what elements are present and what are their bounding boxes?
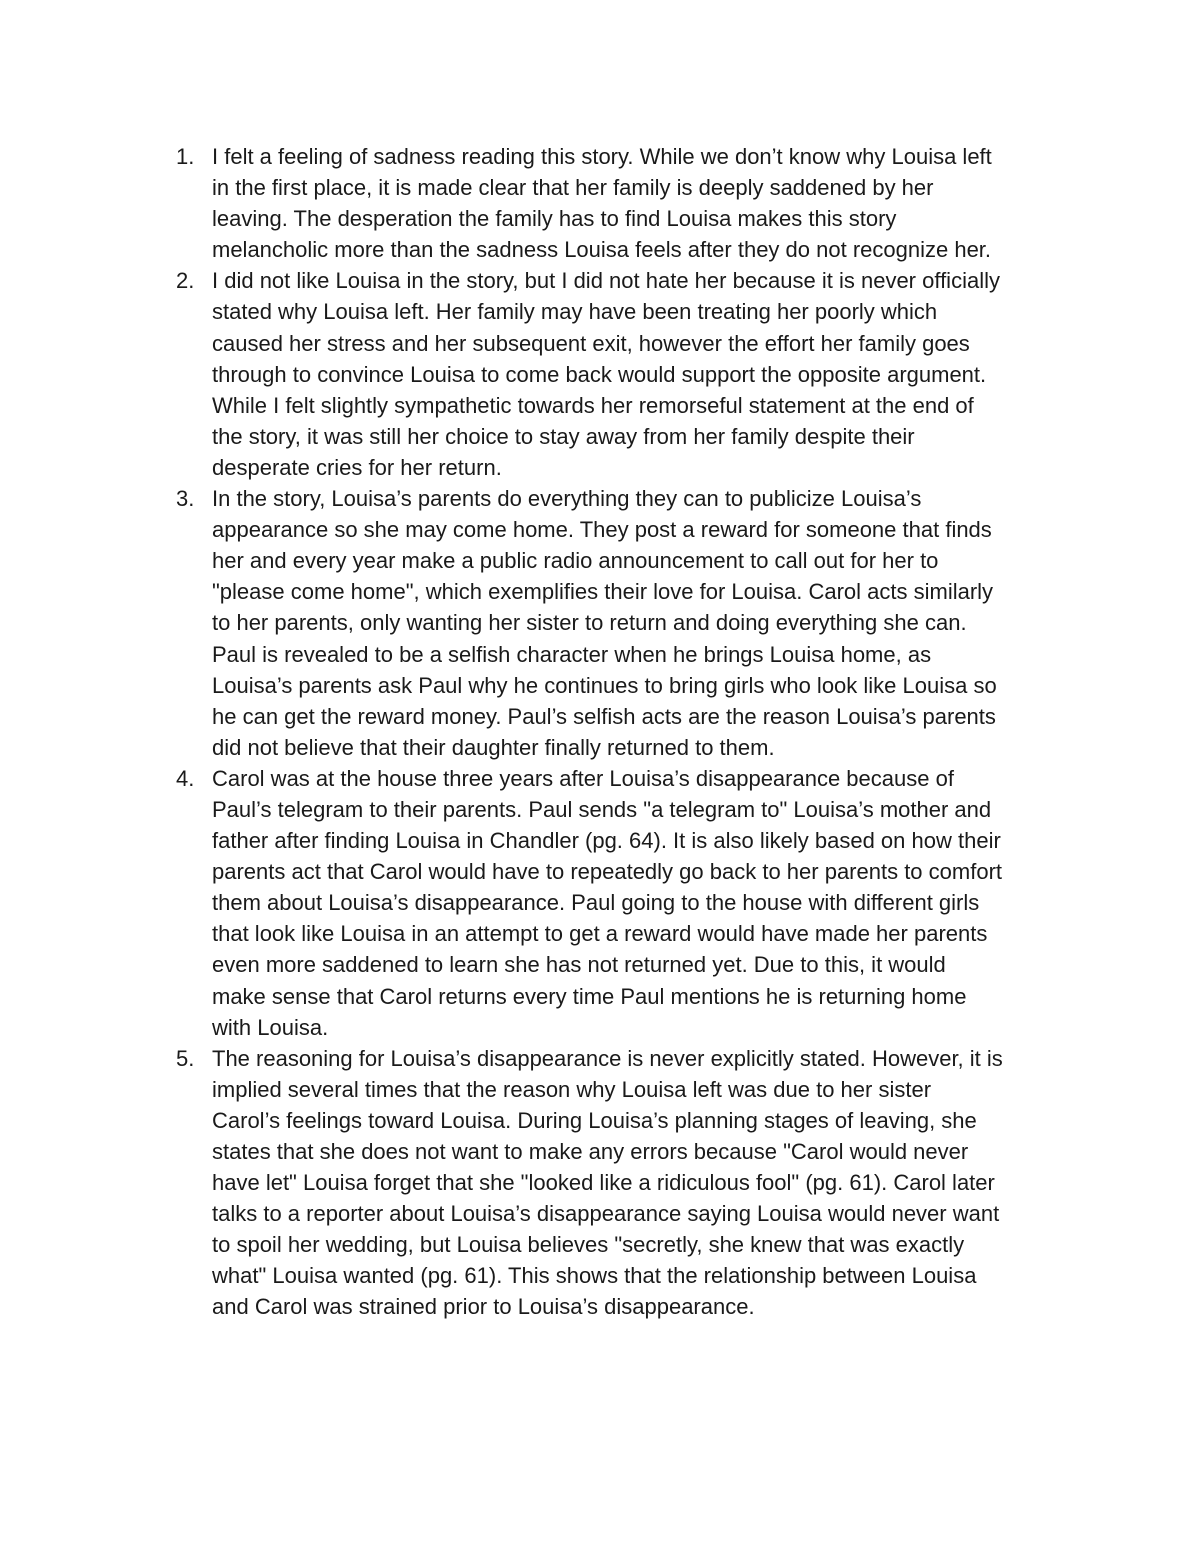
list-item-5 bbox=[174, 1043, 1064, 1323]
text-line: The reasoning for Louisa’s disappearance is never explicitly stated. However, it is bbox=[212, 1045, 1003, 1071]
text-line: appearance so she may come home. They post a reward for someone that finds bbox=[212, 517, 992, 543]
text-line: with Louisa. bbox=[212, 1014, 329, 1040]
text-line: implied several times that the reason why Louisa left was due to her sister bbox=[212, 1076, 932, 1102]
text-line: stated why Louisa left. Her family may have been treating her poorly which bbox=[212, 299, 938, 325]
text-line: in the first place, it is made clear that her family is deeply saddened by her bbox=[212, 175, 934, 201]
text-line: the story, it was still her choice to stay away from her family despite their bbox=[212, 423, 915, 449]
text-line: Louisa’s parents ask Paul why he continues to bring girls who look like Louisa so bbox=[212, 672, 997, 698]
text-line: to spoil her wedding, but Louisa believes "secretly, she knew that was exactly bbox=[212, 1232, 965, 1258]
item-number: 5. bbox=[176, 1045, 195, 1071]
item-text bbox=[212, 1043, 1064, 1323]
text-line: Carol was at the house three years after Louisa’s disappearance because of bbox=[212, 765, 954, 791]
text-line: "please come home", which exemplifies their love for Louisa. Carol acts similarly bbox=[212, 579, 994, 605]
text-line: father after finding Louisa in Chandler (pg. 64). It is also likely based on how their bbox=[212, 828, 1001, 854]
numbered-answer-list bbox=[174, 141, 1064, 1323]
text-line: did not believe that their daughter finally returned to them. bbox=[212, 734, 775, 760]
text-line: I did not like Louisa in the story, but I did not hate her because it is never officially bbox=[212, 268, 1000, 294]
text-line: caused her stress and her subsequent exit, however the effort her family goes bbox=[212, 330, 970, 356]
text-line: talks to a reporter about Louisa’s disappearance saying Louisa would never want bbox=[212, 1201, 1000, 1227]
list-item-4 bbox=[174, 763, 1064, 1043]
item-text bbox=[212, 763, 1064, 1043]
item-text bbox=[212, 141, 1064, 265]
text-line: that look like Louisa in an attempt to get a reward would have made her parents bbox=[212, 921, 988, 947]
text-line: desperate cries for her return. bbox=[212, 454, 502, 480]
text-line: Paul’s telegram to their parents. Paul sends "a telegram to" Louisa’s mother and bbox=[212, 796, 992, 822]
text-line: Paul is revealed to be a selfish character when he brings Louisa home, as bbox=[212, 641, 932, 667]
item-number: 4. bbox=[176, 765, 195, 791]
text-line: In the story, Louisa’s parents do everything they can to publicize Louisa’s bbox=[212, 486, 922, 512]
text-line: parents act that Carol would have to repeatedly go back to her parents to comfort bbox=[212, 859, 1003, 885]
text-line: states that she does not want to make any errors because "Carol would never bbox=[212, 1139, 969, 1164]
item-number: 2. bbox=[176, 268, 195, 294]
text-line: make sense that Carol returns every time Paul mentions he is returning home bbox=[212, 983, 967, 1009]
item-text bbox=[212, 265, 1064, 483]
item-text bbox=[212, 483, 1064, 763]
text-line: what" Louisa wanted (pg. 61). This shows that the relationship between Louisa bbox=[212, 1263, 977, 1289]
text-line: to her parents, only wanting her sister to return and doing everything she can. bbox=[212, 610, 967, 636]
text-line: even more saddened to learn she has not returned yet. Due to this, it would bbox=[212, 952, 946, 978]
text-line: melancholic more than the sadness Louisa feels after they do not recognize her. bbox=[212, 237, 992, 263]
list-item-3 bbox=[174, 483, 1064, 763]
text-line: her and every year make a public radio announcement to call out for her to bbox=[212, 548, 939, 574]
text-line: through to convince Louisa to come back would support the opposite argument. bbox=[212, 361, 987, 387]
text-line: have let" Louisa forget that she "looked like a ridiculous fool" (pg. 61). Carol later bbox=[212, 1170, 995, 1196]
item-number: 3. bbox=[176, 486, 195, 512]
text-line: he can get the reward money. Paul’s selfish acts are the reason Louisa’s parents bbox=[212, 703, 996, 729]
text-line: I felt a feeling of sadness reading this story. While we don’t know why Louisa left bbox=[212, 144, 992, 169]
text-line: Carol’s feelings toward Louisa. During Louisa’s planning stages of leaving, she bbox=[212, 1107, 977, 1133]
text-line: and Carol was strained prior to Louisa’s disappearance. bbox=[212, 1294, 755, 1320]
text-line: them about Louisa’s disappearance. Paul going to the house with different girls bbox=[212, 890, 980, 916]
text-line: leaving. The desperation the family has to find Louisa makes this story bbox=[212, 206, 897, 232]
item-number: 1. bbox=[176, 144, 195, 169]
text-line: While I felt slightly sympathetic towards her remorseful statement at the end of bbox=[212, 392, 974, 418]
list-item-2 bbox=[174, 265, 1064, 483]
list-item-1 bbox=[174, 141, 1064, 265]
